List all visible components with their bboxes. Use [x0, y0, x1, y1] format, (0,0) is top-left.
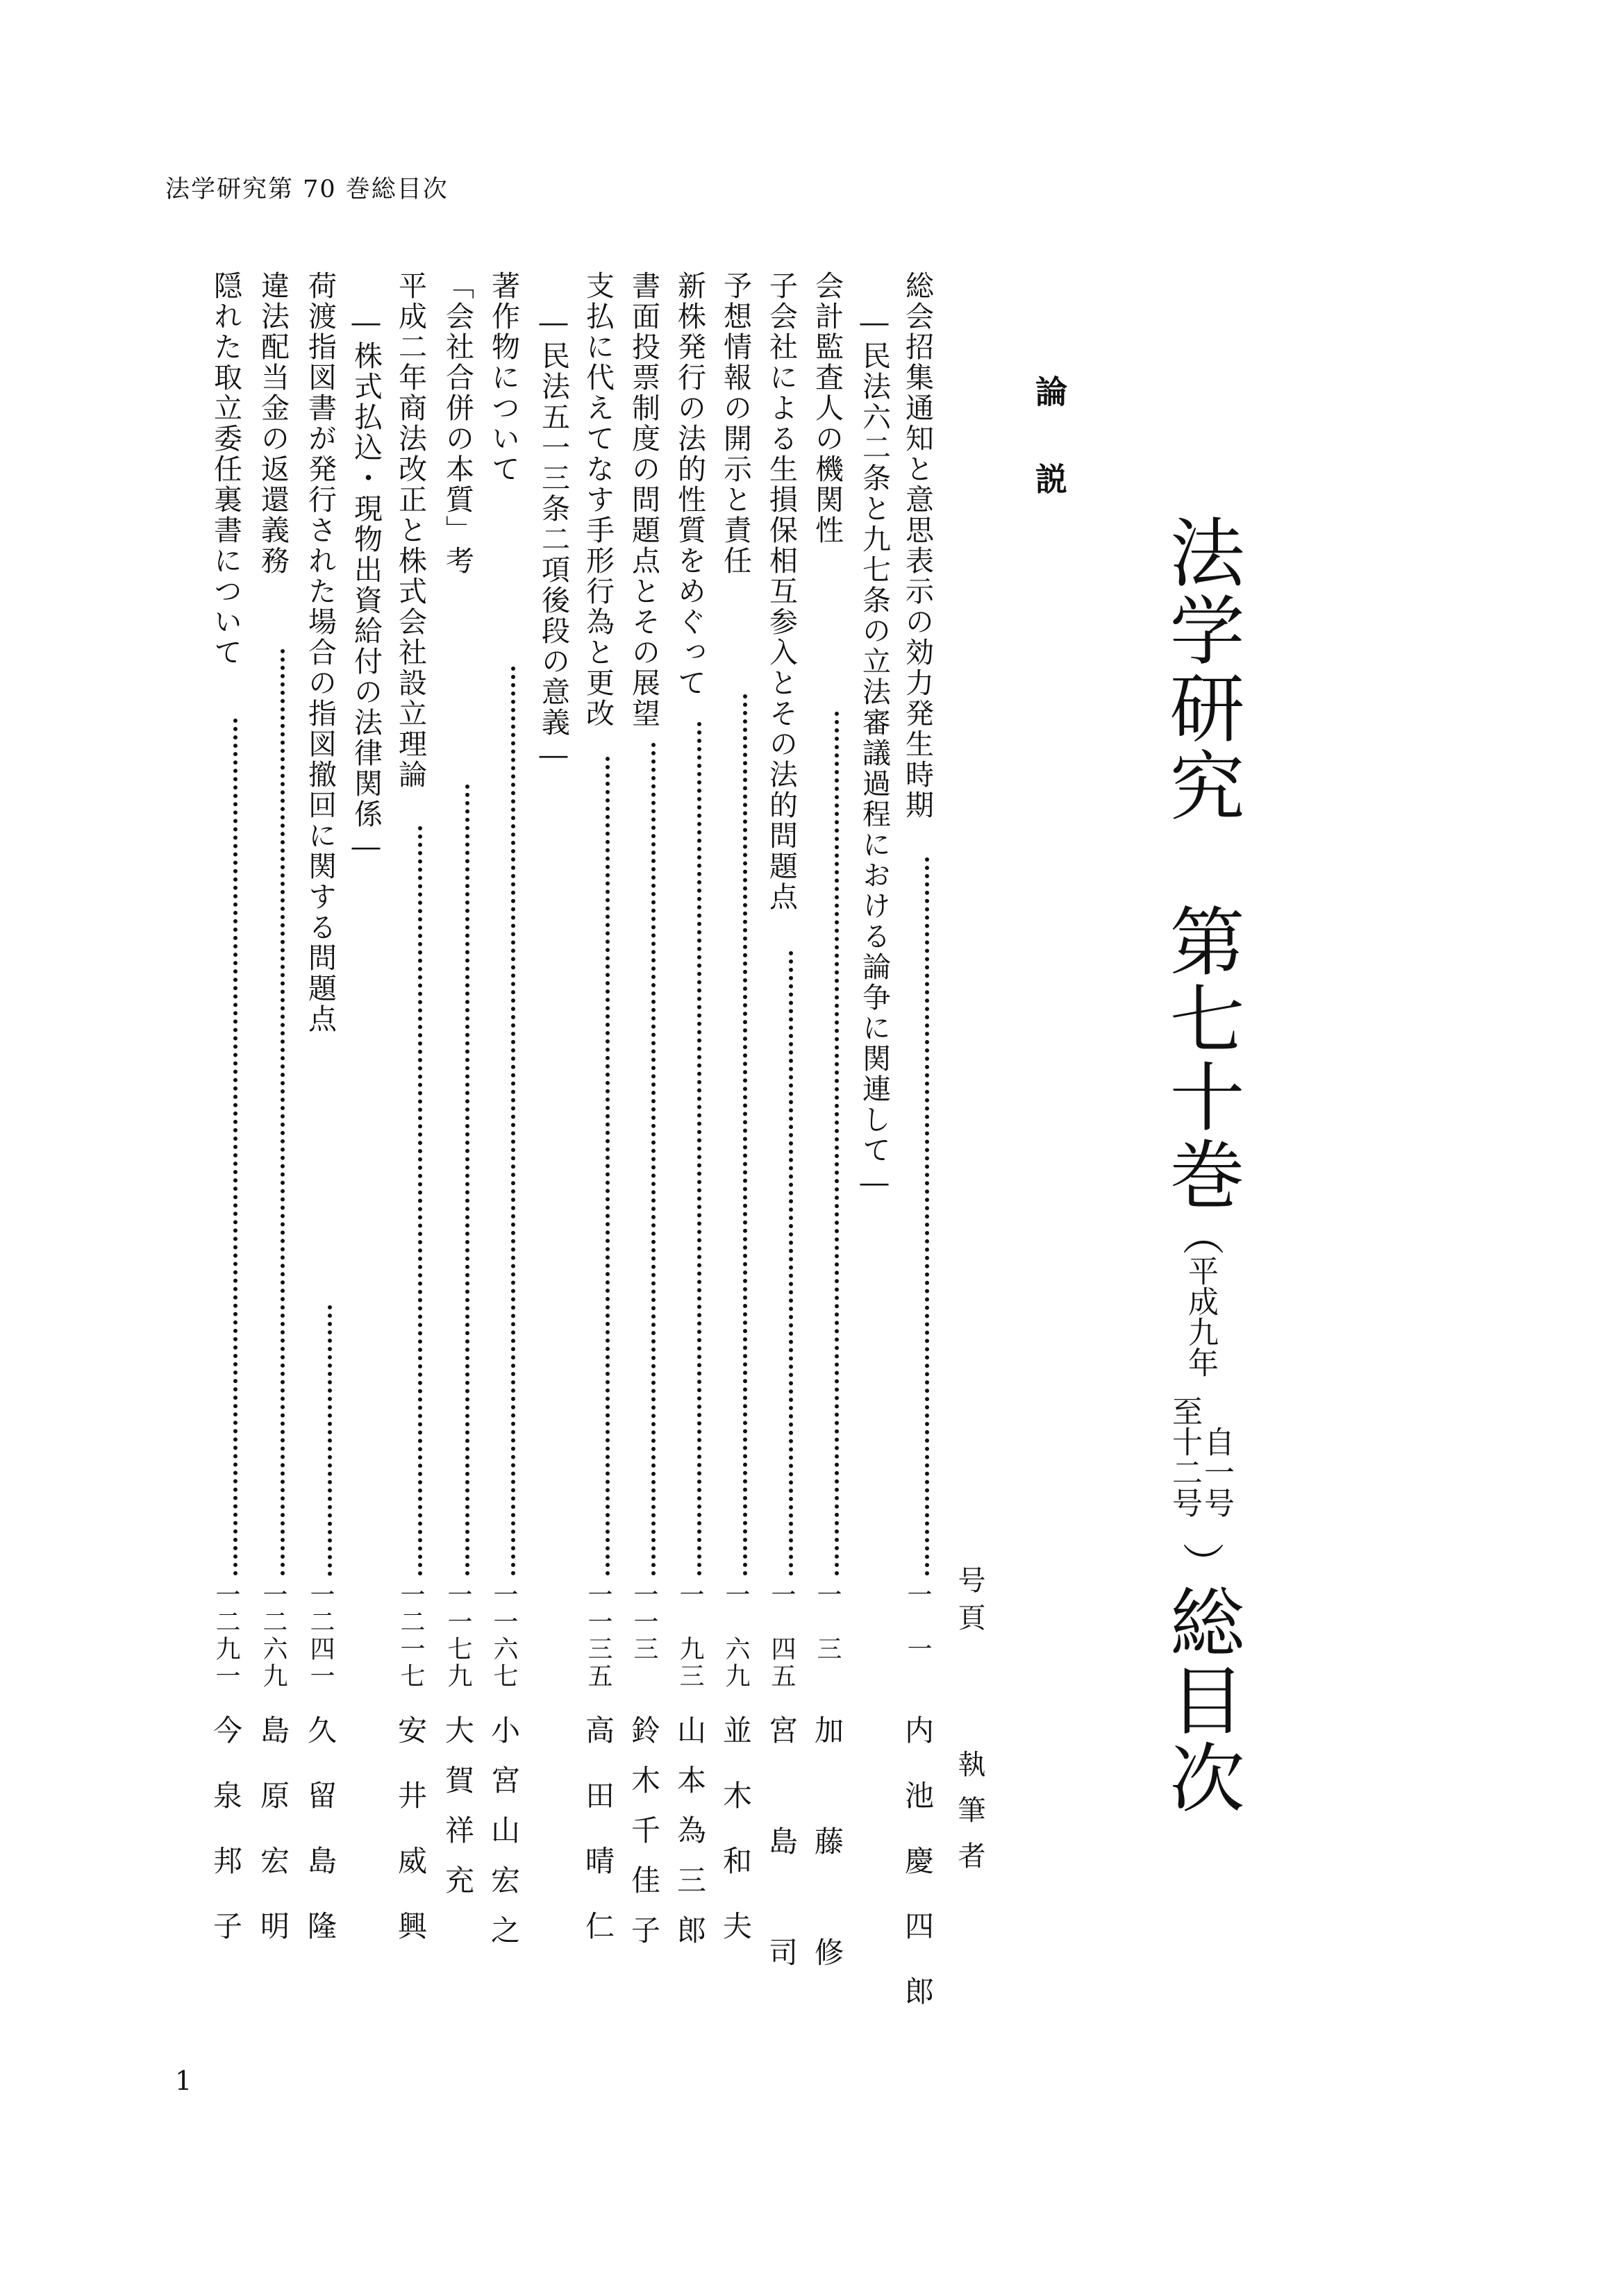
toc-entry-subtitle [853, 0, 908, 1805]
entry-title: 支払に代えてなす手形行為と更改 [581, 271, 615, 729]
entry-page: 一一六七 [490, 1582, 518, 1690]
entry-page: 一 九三 [676, 1582, 704, 1690]
leader-dots [506, 667, 515, 1576]
entry-author: 今泉邦子 [209, 1715, 243, 1976]
era-year-text: 平成九年 [1183, 1255, 1218, 1377]
leader-dots [412, 826, 422, 1576]
entry-author: 加藤修 [810, 1715, 844, 2048]
entry-title: 子会社による生損保相互参入とその法的問題点 [765, 271, 798, 912]
entry-title: 「会社合併の本質」考 [441, 271, 474, 576]
entry-author: 大賀祥充 [441, 1715, 475, 1915]
toc-entry [251, 0, 307, 1976]
issue-page-header: 号頁 [953, 1566, 985, 1641]
entry-page: 一一三 [630, 1582, 658, 1663]
entry-author: 宮島司 [765, 1715, 799, 2048]
toc-entry [436, 0, 492, 1915]
leader-dots [228, 719, 237, 1576]
entry-page: 一一七九 [444, 1582, 472, 1690]
entry-title: 隠れた取立委任裏書について [209, 271, 242, 668]
entry-title: 書面投票制度の問題点とその展望 [627, 271, 660, 729]
entry-author: 島原宏明 [256, 1715, 290, 1976]
entry-page: 一二四一 [306, 1582, 335, 1690]
entry-page: 一二六九 [259, 1582, 287, 1690]
leader-dots [275, 649, 285, 1576]
issue-range [1168, 1396, 1232, 1524]
era-year [1184, 1255, 1216, 1377]
entry-author: 安井威興 [394, 1715, 428, 1976]
entry-title: 予想情報の開示と責任 [719, 271, 752, 576]
leader-dots [322, 1305, 332, 1576]
entry-subtitle: ―民法五一三条二項後段の意義― [537, 305, 570, 773]
entry-page: 一 四五 [767, 1582, 796, 1690]
toc-entry [299, 0, 354, 1976]
section-label: 論説 [1031, 375, 1068, 550]
entry-title: 荷渡指図書が発行された場合の指図撤回に関する問題点 [303, 271, 337, 1034]
entry-title: 著作物について [487, 271, 520, 485]
toc-entry [204, 0, 260, 1976]
range-from: 自一号 [1199, 1426, 1234, 1518]
leader-dots [646, 743, 656, 1576]
title-gap [1157, 825, 1244, 903]
entry-title: 違法配当金の返還義務 [256, 271, 290, 576]
issue-range-from-text [1200, 1426, 1232, 1518]
entry-title: 新株発行の法的性質をめぐって [673, 271, 706, 698]
range-to: 至十二号 [1167, 1396, 1202, 1518]
entry-title: 平成二年商法改正と株式会社設立理論 [394, 271, 427, 790]
entry-author: 久留島隆 [303, 1715, 337, 1976]
leader-dots [737, 694, 747, 1576]
entry-author: 鈴木千佳子 [627, 1715, 661, 1965]
entry-author: 小宮山宏之 [487, 1715, 521, 1965]
entry-page: 一二一七 [397, 1582, 425, 1690]
entry-author: 内池慶四郎 [901, 1715, 935, 2041]
leader-dots [692, 722, 701, 1576]
entry-page: 一二九一 [212, 1582, 240, 1690]
toc-entry-subtitle [532, 0, 587, 1805]
paren-close: ） [1176, 1542, 1224, 1584]
running-head: 法学研究第 70 巻総目次 [165, 176, 449, 203]
entry-subtitle: ―民法六二条と九七条の立法審議過程における論争に関連して― [858, 305, 891, 1201]
issue-range-text [1168, 1396, 1200, 1518]
entry-page: 一 一 [903, 1582, 932, 1663]
entry-page: 一 三 [813, 1582, 842, 1663]
leader-dots [600, 757, 610, 1576]
page-number: 1 [175, 2065, 192, 2096]
entry-title: 会計監査人の機関性 [810, 271, 844, 546]
entry-page: 一一三五 [584, 1582, 612, 1690]
author-header: 執筆者 [953, 1750, 985, 1887]
leader-dots [919, 857, 929, 1576]
entry-author: 高田晴仁 [581, 1715, 615, 1976]
entry-author: 並木和夫 [719, 1715, 753, 1976]
entry-subtitle: ―株式払込・現物出資給付の法律関係― [349, 305, 383, 865]
leader-dots [460, 785, 469, 1576]
paren-open: （ [1176, 1214, 1224, 1255]
leader-dots [783, 951, 793, 1576]
journal-title: 法学研究 [1157, 514, 1244, 825]
volume-subtitle: 総目次 [1157, 1584, 1244, 1817]
volume-number: 第七十巻 [1157, 903, 1244, 1214]
leader-dots [829, 712, 839, 1576]
entry-page: 一 六九 [722, 1582, 750, 1690]
entry-title: 総会招集通知と意思表示の効力発生時期 [901, 271, 934, 821]
entry-author: 山本為三郎 [673, 1715, 707, 1965]
volume-title [1158, 514, 1242, 1817]
